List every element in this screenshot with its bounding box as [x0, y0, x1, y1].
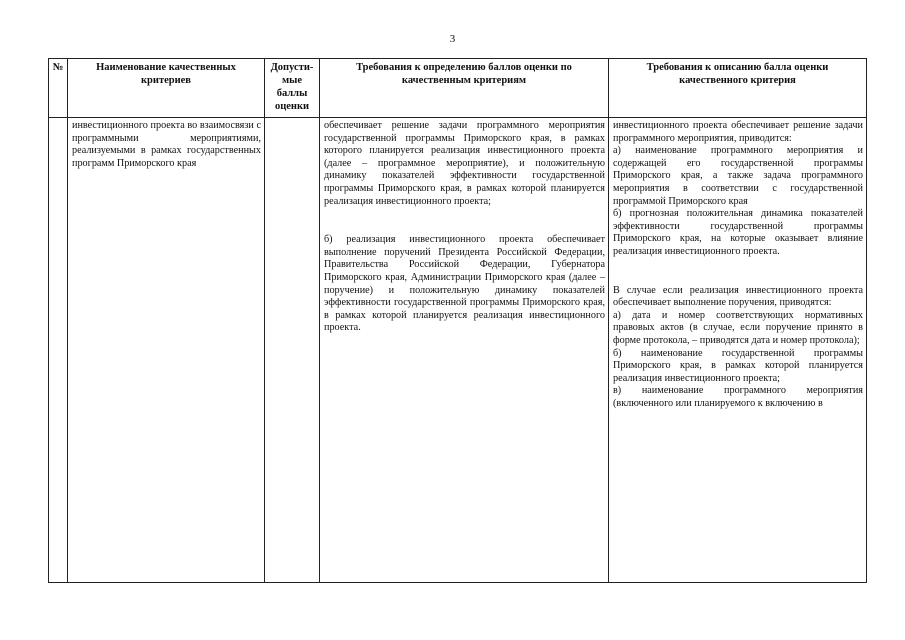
- cell-allowed-points: [265, 118, 320, 583]
- description-paragraph: а) наименование программного мероприятия и содержащей его государственной программы Приморского края, а также задача программного мероприятия в соответствии с государственной программой Приморского края: [613, 145, 863, 207]
- criteria-table: [48, 58, 867, 583]
- page-number: 3: [449, 33, 456, 45]
- requirement-paragraph-a: обеспечивает решение задачи программного мероприятия государственной программы Приморского края, в рамках которого планируется реализация инвестиционного проекта (далее – программное мероприятие), и положительную динамику показателей эффективности государственной программы Приморского края, в рамках которой планируется реализация инвестиционного проекта;: [324, 120, 605, 207]
- description-paragraph: б) наименование государственной программы Приморского края, в рамках которой планируется реализация инвестиционного проекта;: [613, 347, 863, 384]
- requirement-paragraph-b: б) реализация инвестиционного проекта обеспечивает выполнение поручений Президента Российской Федерации, Правительства Российской Федерации, Губернатора Приморского края, Администрации Приморского края (далее – поручение) и положительную динамику показателей эффективности государственной программы Приморского края, в рамках которой планируется реализация инвестиционного проекта.: [324, 234, 605, 334]
- cell-criteria-name: инвестиционного проекта во взаимосвязи с программными мероприятиями, реализуемыми в рамках государственных программ Приморского края: [68, 118, 265, 583]
- description-paragraph: инвестиционного проекта обеспечивает решение задачи программного мероприятия, приводится:: [613, 120, 863, 144]
- header-description-requirements: Требования к описанию балла оценки качественного критерия: [609, 59, 867, 118]
- header-allowed-points: Допусти-мые баллы оценки: [265, 59, 320, 118]
- table-header-row: [49, 59, 867, 118]
- cell-scoring-requirements: [320, 118, 609, 583]
- header-scoring-requirements: Требования к определению баллов оценки по качественным критериям: [320, 59, 609, 118]
- description-paragraph: а) дата и номер соответствующих нормативных правовых актов (в случае, если поручение принято в форме протокола, – приводятся дата и номер протокола);: [613, 309, 863, 346]
- header-criteria-name: Наименование качественных критериев: [68, 59, 265, 118]
- description-paragraph: б) прогнозная положительная динамика показателей эффективности государственной программы Приморского края, на которые оказывает влияние реализация инвестиционного проекта.: [613, 208, 863, 257]
- table-row: [49, 118, 867, 583]
- cell-description-requirements: [609, 118, 867, 583]
- description-paragraph: В случае если реализация инвестиционного проекта обеспечивает выполнение поручения, приводятся:: [613, 284, 863, 309]
- description-paragraph: в) наименование программного мероприятия (включенного или планируемого к включению в: [613, 385, 863, 409]
- header-number: №: [49, 59, 68, 118]
- cell-number: [49, 118, 68, 583]
